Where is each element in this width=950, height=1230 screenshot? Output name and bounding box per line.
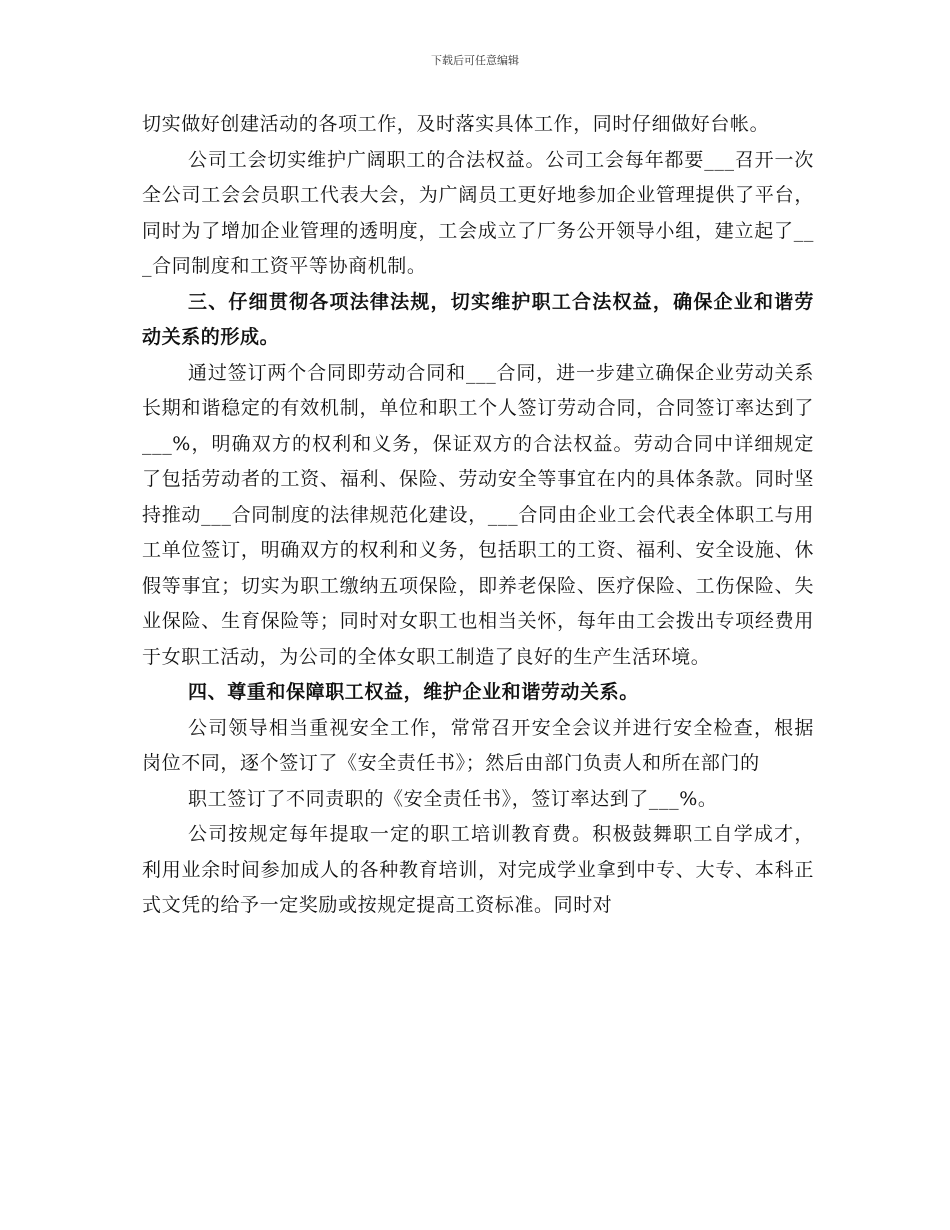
paragraph-safety: 公司领导相当重视安全工作，常常召开安全会议并进行安全检查，根据岗位不同，逐个签订了《安全责任书》；然后由部门负责人和所在部门的 — [142, 716, 814, 774]
paragraph-union-rights: 公司工会切实维护广阔职工的合法权益。公司工会每年都要___召开一次全公司工会会员职工代表大会，为广阔员工更好地参加企业管理提供了平台，同时为了增加企业管理的透明度，工会成立了厂务公开领导小组，建立起了___合同制度和工资平等协商机制。 — [142, 148, 814, 277]
section-heading-four: 四、尊重和保障职工权益，维护企业和谐劳动关系。 — [188, 681, 639, 703]
page-header: 下载后可任意编辑 — [431, 54, 519, 67]
section-heading-three: 三、仔细贯彻各项法律法规，切实维护职工合法权益，确保企业和谐劳动关系的形成。 — [142, 290, 814, 348]
paragraph-continuation: 切实做好创建活动的各项工作，及时落实具体工作，同时仔细做好台帐。 — [142, 113, 770, 135]
paragraph-contracts: 通过签订两个合同即劳动合同和___合同，进一步建立确保企业劳动关系长期和谐稳定的有效机制，单位和职工个人签订劳动合同，合同签订率达到了___%，明确双方的权利和义务，保证双方的合法权益。劳动合同中详细规定了包括劳动者的工资、福利、保险、劳动安全等事宜在内的具体条款。同时坚持推动___合同制度的法律规范化建设，___合同由企业工会代表全体职工与用工单位签订，明确双方的权利和义务，包括职工的工资、福利、安全设施、休假等事宜；切实为职工缴纳五项保险，即养老保险、医疗保险、工伤保险、失业保险、生育保险等；同时对女职工也相当关怀，每年由工会拨出专项经费用于女职工活动，为公司的全体女职工制造了良好的生产生活环境。 — [142, 361, 814, 668]
paragraph-safety-rate: 职工签订了不同责职的《安全责任书》，签订率达到了___%。 — [188, 787, 718, 810]
paragraph-training: 公司按规定每年提取一定的职工培训教育费。积极鼓舞职工自学成才，利用业余时间参加成人的各种教育培训，对完成学业拿到中专、大专、本科正式文凭的给予一定奖励或按规定提高工资标准。同时对 — [142, 823, 814, 916]
document-body — [142, 107, 814, 924]
